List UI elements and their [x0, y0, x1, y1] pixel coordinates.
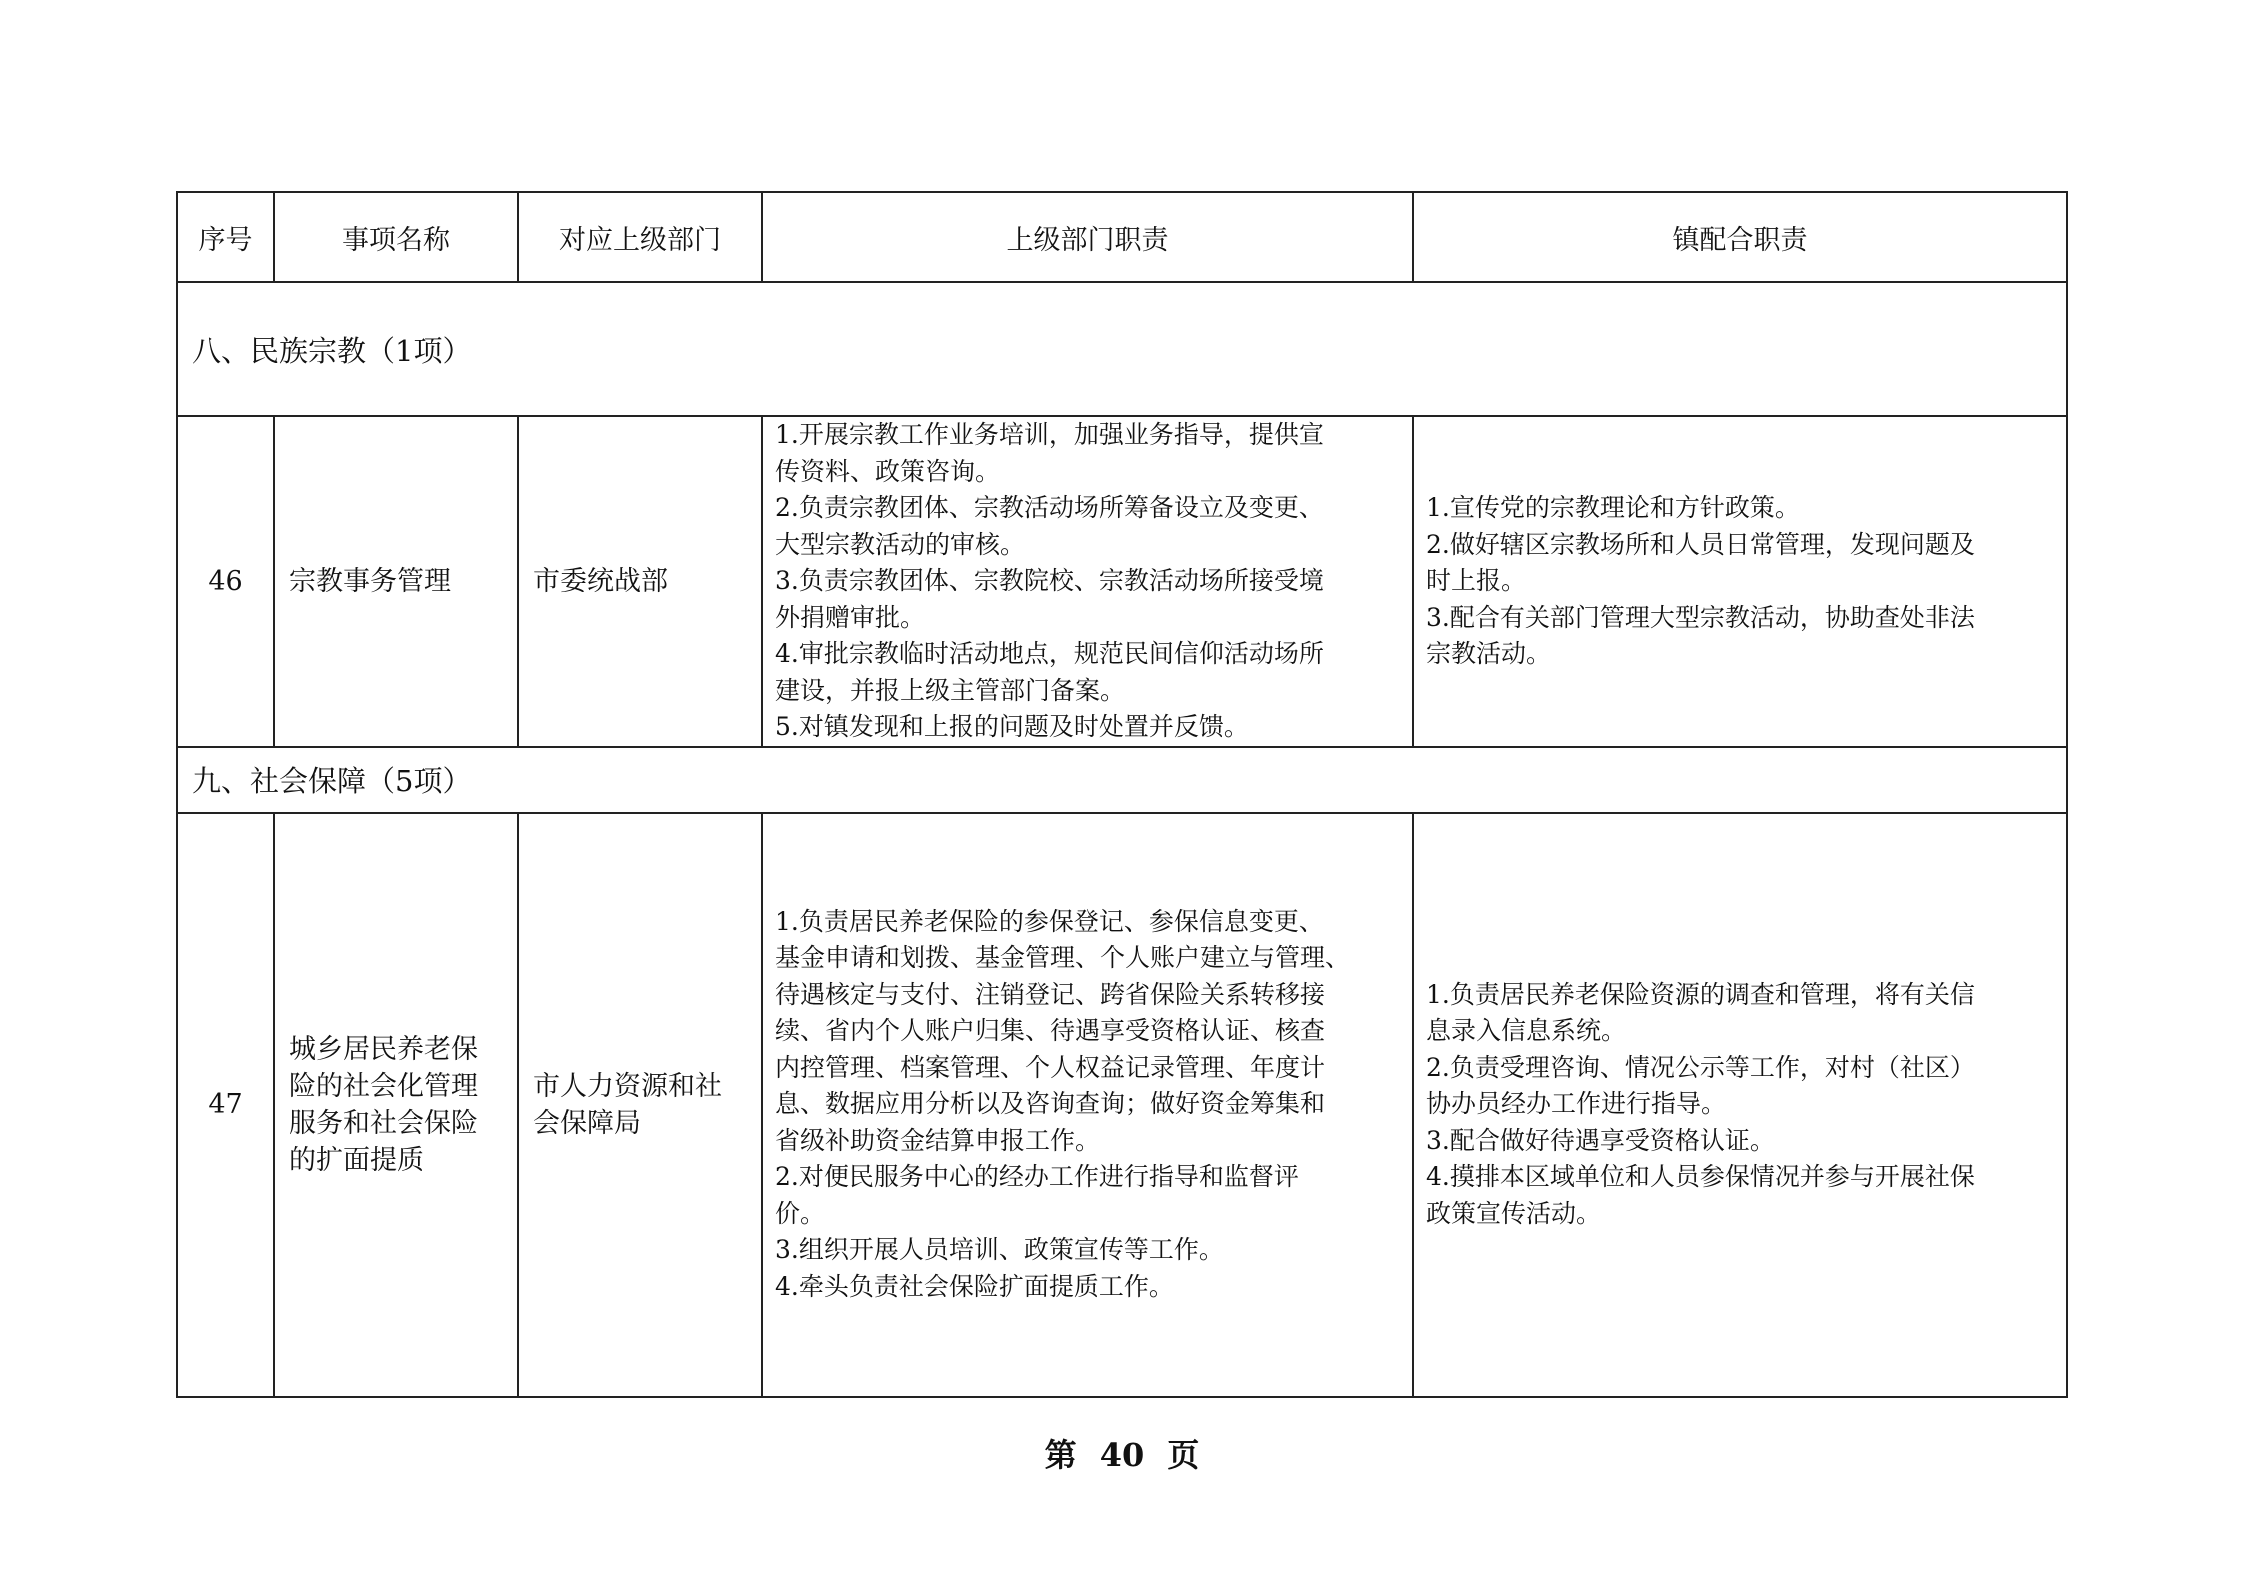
- text-line: 内控管理、档案管理、个人权益记录管理、年度计: [775, 1052, 1326, 1082]
- text-line: 3.组织开展人员培训、政策宣传等工作。: [775, 1235, 1224, 1265]
- duty-table: [176, 191, 2068, 1398]
- text-line: 省级补助资金结算申报工作。: [775, 1125, 1101, 1155]
- text-line: 2.做好辖区宗教场所和人员日常管理，发现问题及: [1426, 529, 1975, 559]
- section-title: 八、民族宗教（1项）: [177, 282, 2067, 416]
- text-line: 2.对便民服务中心的经办工作进行指导和监督评: [775, 1162, 1299, 1192]
- text-line: 价。: [775, 1198, 826, 1228]
- page-number: 第 40 页: [1044, 1436, 1200, 1474]
- text-line: 2.负责受理咨询、情况公示等工作，对村（社区）: [1426, 1052, 1975, 1082]
- text-line: 宗教活动。: [1426, 639, 1552, 668]
- header-upper-dept: 对应上级部门: [518, 192, 762, 282]
- text-line: 城乡居民养老保: [289, 1033, 478, 1065]
- upper-duties: [762, 416, 1413, 747]
- text-line: 市委统战部: [533, 565, 668, 597]
- text-line: 服务和社会保险: [289, 1107, 478, 1139]
- text-line: 建设，并报上级主管部门备案。: [775, 675, 1126, 705]
- table-header-row: [177, 192, 2067, 282]
- text-line: 的扩面提质: [289, 1144, 424, 1176]
- header-serial: 序号: [177, 192, 274, 282]
- text-line: 基金申请和划拨、基金管理、个人账户建立与管理、: [775, 943, 1351, 973]
- header-item-name: 事项名称: [274, 192, 518, 282]
- text-line: 4.摸排本区域单位和人员参保情况并参与开展社保: [1426, 1162, 1975, 1192]
- text-line: 险的社会化管理: [289, 1070, 478, 1102]
- section-row: [177, 282, 2067, 416]
- header-town-duties: 镇配合职责: [1413, 192, 2067, 282]
- text-line: 4.牵头负责社会保险扩面提质工作。: [775, 1271, 1174, 1301]
- text-line: 3.配合做好待遇享受资格认证。: [1426, 1125, 1775, 1155]
- upper-department: [518, 813, 762, 1397]
- text-line: 2.负责宗教团体、宗教活动场所筹备设立及变更、: [775, 493, 1324, 522]
- text-line: 1.负责居民养老保险的参保登记、参保信息变更、: [775, 906, 1324, 936]
- text-line: 大型宗教活动的审核。: [775, 529, 1026, 559]
- text-line: 5.对镇发现和上报的问题及时处置并反馈。: [775, 712, 1249, 741]
- row-number: 46: [177, 416, 274, 747]
- text-line: 息录入信息系统。: [1426, 1016, 1627, 1046]
- text-line: 4.审批宗教临时活动地点，规范民间信仰活动场所: [775, 639, 1324, 668]
- text-line: 续、省内个人账户归集、待遇享受资格认证、核查: [775, 1016, 1326, 1046]
- town-duties: [1413, 813, 2067, 1397]
- text-line: 3.负责宗教团体、宗教院校、宗教活动场所接受境: [775, 566, 1324, 595]
- text-line: 协办员经办工作进行指导。: [1426, 1089, 1727, 1119]
- text-line: 1.宣传党的宗教理论和方针政策。: [1426, 493, 1800, 522]
- text-line: 1.开展宗教工作业务培训，加强业务指导，提供宣: [775, 420, 1324, 449]
- text-line: 传资料、政策咨询。: [775, 456, 1001, 486]
- section-row: [177, 747, 2067, 813]
- section-title: 九、社会保障（5项）: [177, 747, 2067, 813]
- header-upper-duties: 上级部门职责: [762, 192, 1413, 282]
- table-row: [177, 416, 2067, 747]
- text-line: 会保障局: [533, 1107, 641, 1139]
- text-line: 3.配合有关部门管理大型宗教活动，协助查处非法: [1426, 602, 1975, 632]
- text-line: 市人力资源和社: [533, 1070, 722, 1102]
- town-duties: [1413, 416, 2067, 747]
- item-name: [274, 813, 518, 1397]
- table-row: [177, 813, 2067, 1397]
- upper-duties: [762, 813, 1413, 1397]
- text-line: 待遇核定与支付、注销登记、跨省保险关系转移接: [775, 979, 1326, 1009]
- text-line: 息、数据应用分析以及咨询查询；做好资金筹集和: [775, 1089, 1326, 1119]
- text-line: 政策宣传活动。: [1426, 1198, 1602, 1228]
- text-line: 外捐赠审批。: [775, 602, 926, 632]
- item-name: [274, 416, 518, 747]
- text-line: 宗教事务管理: [289, 565, 451, 597]
- text-line: 1.负责居民养老保险资源的调查和管理，将有关信: [1426, 979, 1975, 1009]
- text-line: 时上报。: [1426, 566, 1527, 595]
- upper-department: [518, 416, 762, 747]
- row-number: 47: [177, 813, 274, 1397]
